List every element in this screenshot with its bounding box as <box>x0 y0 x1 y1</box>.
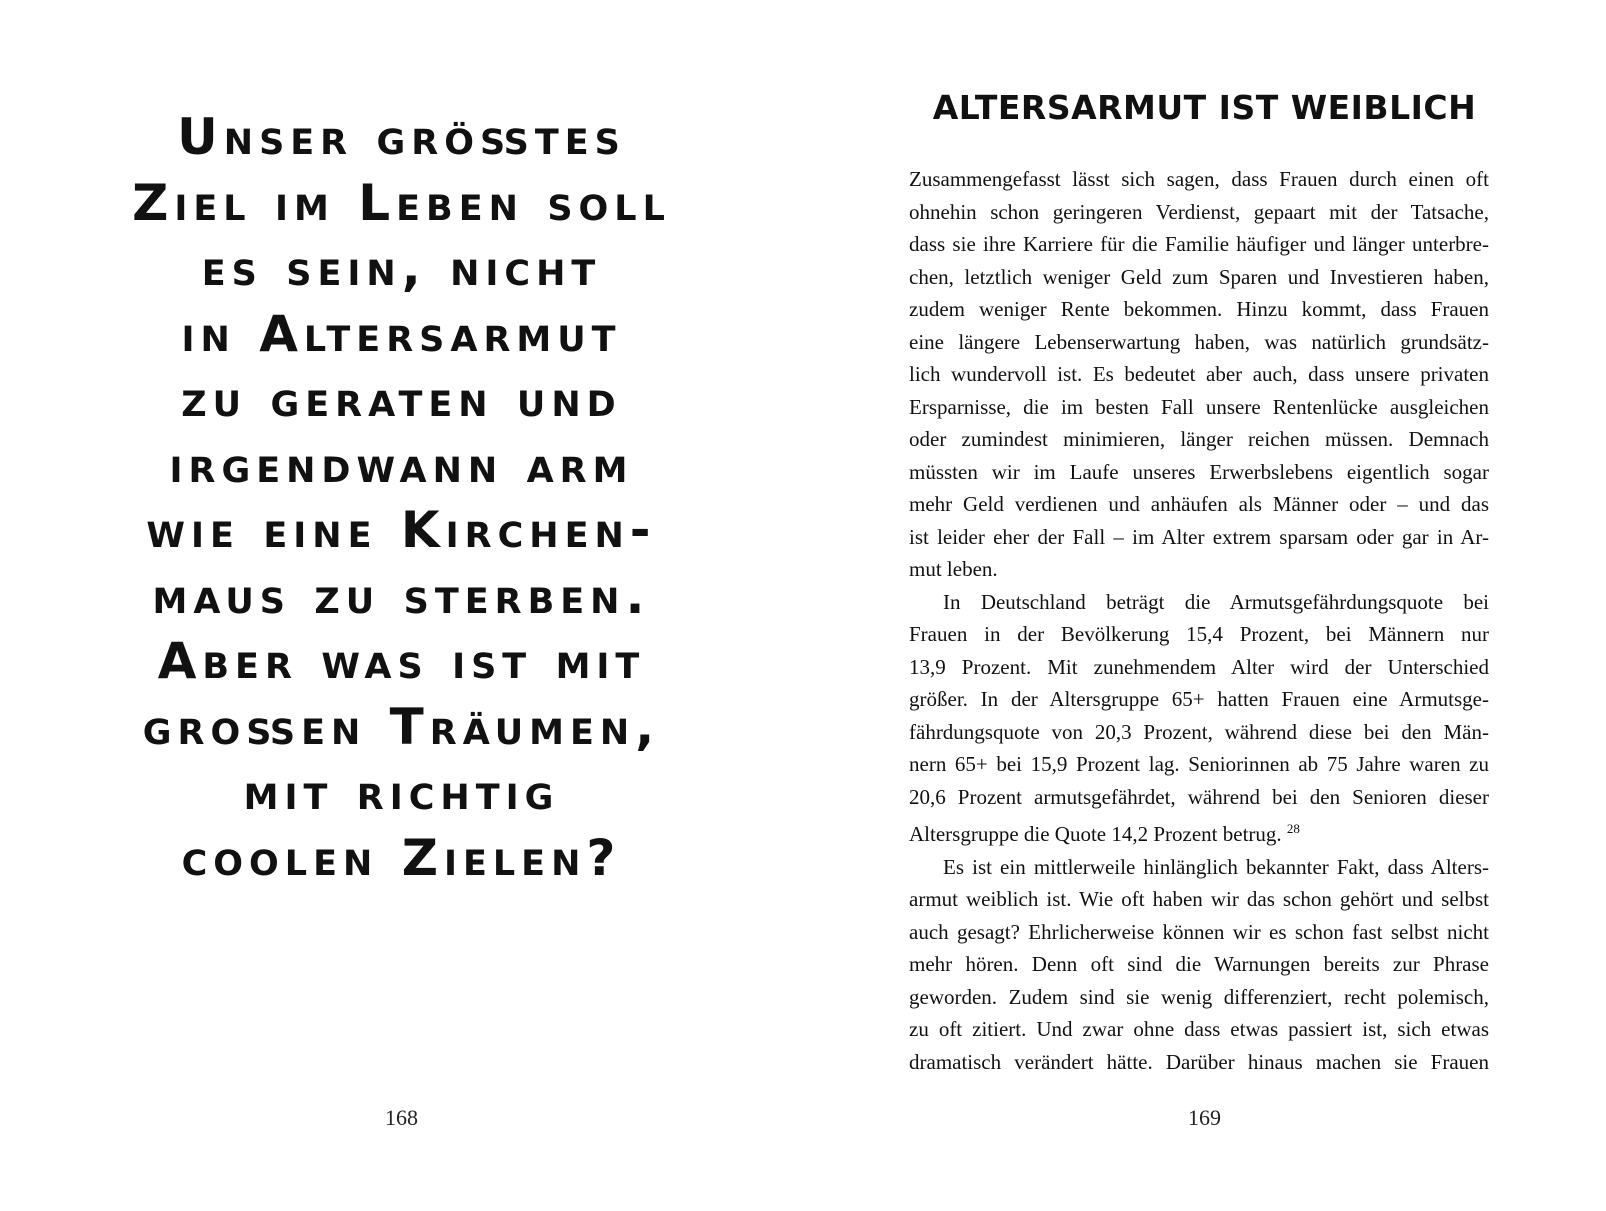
body-line: armut weiblich ist. Wie oft haben wir das schon gehört und selbst <box>909 887 1489 911</box>
body-line: Zusammengefasst lässt sich sagen, dass Frauen durch einen oft <box>909 167 1489 191</box>
body-line: geworden. Zudem sind sie wenig differenziert, recht polemisch, <box>909 984 1489 1009</box>
page-number-left: 168 <box>385 1105 418 1130</box>
body-line: In Deutschland beträgt die Armutsgefährdungsquote bei <box>943 589 1489 614</box>
quote-line: mit richtig <box>243 763 560 821</box>
quote-line: in Altersarmut <box>181 304 622 363</box>
quote-line: irgendwann arm <box>169 435 634 494</box>
body-line: ohnehin schon geringeren Verdienst, gepaart mit der Tatsache, <box>909 199 1489 224</box>
quote-line: zu geraten und <box>181 370 622 428</box>
body-line: ist leider eher der Fall – im Alter extrem sparsam oder gar in Ar- <box>909 524 1489 549</box>
chapter-title: ALTERSARMUT IST WEIBLICH <box>932 88 1477 127</box>
quote-line: Ziel im Leben soll <box>132 173 671 232</box>
body-line: oder zumindest minimieren, länger reichen müssen. Demnach <box>909 427 1489 451</box>
body-line: dramatisch verändert hätte. Darüber hinaus machen sie Frauen <box>909 1049 1489 1074</box>
quote-line: maus zu sterben. <box>152 566 651 625</box>
body-line: Es ist ein mittlerweile hinlänglich bekannter Fakt, dass Alters- <box>943 854 1489 879</box>
pull-quote <box>0 105 803 891</box>
quote-line: Aber was ist mit <box>157 632 646 690</box>
body-line: fährdungsquote von 20,3 Prozent, während diese bei den Män- <box>909 719 1489 744</box>
body-line: mut leben. <box>909 557 998 581</box>
body-line: 13,9 Prozent. Mit zunehmendem Alter wird der Unterschied <box>909 654 1489 679</box>
body-line: größer. In der Altersgruppe 65+ hatten Frauen eine Armutsge- <box>909 687 1489 711</box>
quote-line: Unser größtes <box>177 108 626 166</box>
body-line: chen, letztlich weniger Geld zum Sparen und Investieren haben, <box>909 264 1489 289</box>
body-line: mehr hören. Denn oft sind die Warnungen bereits zur Phrase <box>909 952 1489 976</box>
quote-line: es sein, nicht <box>201 239 602 297</box>
right-page <box>803 0 1606 1211</box>
page-number-right: 169 <box>1188 1105 1221 1130</box>
body-line: müssten wir im Laufe unseres Erwerbslebens eigentlich sogar <box>909 459 1489 484</box>
body-line: mehr Geld verdienen und anhäufen als Männer oder – und das <box>909 492 1489 516</box>
body-line: 20,6 Prozent armutsgefährdet, während bei den Senioren dieser <box>909 784 1489 809</box>
body-line: zudem weniger Rente bekommen. Hinzu kommt, dass Frauen <box>909 297 1489 321</box>
body-text <box>909 163 1489 1078</box>
quote-line: großen Träumen, <box>142 697 661 756</box>
quote-line: coolen Zielen? <box>181 828 622 887</box>
body-line: zu oft zitiert. Und zwar ohne dass etwas passiert ist, sich etwas <box>909 1017 1489 1041</box>
body-line-with-footnote <box>909 813 1489 851</box>
body-line: nern 65+ bei 15,9 Prozent lag. Seniorinnen ab 75 Jahre waren zu <box>909 752 1489 776</box>
footnote-reference[interactable]: 28 <box>1286 821 1300 836</box>
body-line-text: Altersgruppe die Quote 14,2 Prozent betrug. <box>909 822 1282 846</box>
quote-line: wie eine Kirchen- <box>146 501 657 559</box>
body-line: lich wundervoll ist. Es bedeutet aber auch, dass unsere privaten <box>909 362 1489 386</box>
body-line: auch gesagt? Ehrlicherweise können wir es schon fast selbst nicht <box>909 919 1489 944</box>
body-line: dass sie ihre Karriere für die Familie häufiger und länger unterbre- <box>909 232 1489 256</box>
body-line: Frauen in der Bevölkerung 15,4 Prozent, bei Männern nur <box>909 622 1489 646</box>
body-line: Ersparnisse, die im besten Fall unsere Rentenlücke ausgleichen <box>909 394 1489 419</box>
body-line: eine längere Lebenserwartung haben, was natürlich grundsätz- <box>909 329 1489 354</box>
